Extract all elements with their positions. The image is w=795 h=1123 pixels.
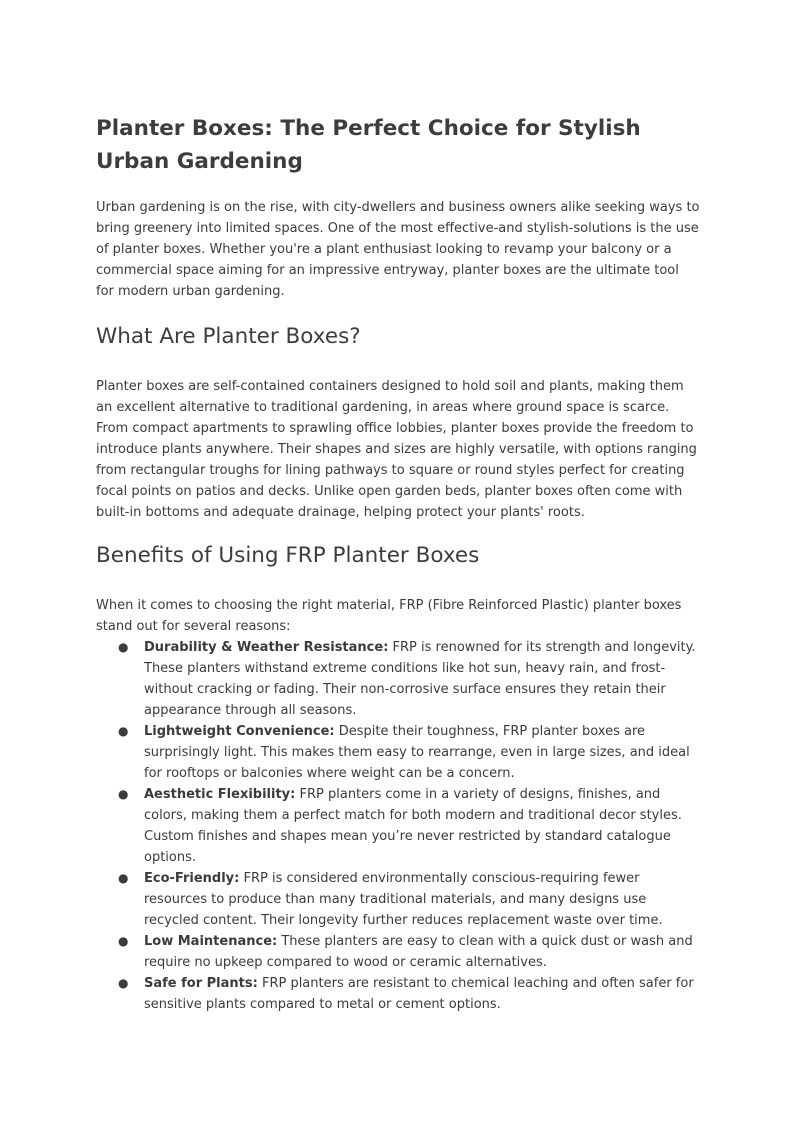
bullet-icon: ● [118,640,129,654]
list-item [96,637,700,721]
list-item [96,784,700,868]
benefits-lead-paragraph: When it comes to choosing the right material, FRP (Fibre Reinforced Plastic) planter boxes stand out for several reasons: [96,598,682,634]
benefits-list [96,637,700,1015]
list-item-text: FRP planters come in a variety of designs, finishes, and colors, making them a perfect match for both modern and traditional decor styles. Custom finishes and shapes mean you’re never restricted by standard catalogue options. [144,787,682,865]
intro-paragraph: Urban gardening is on the rise, with city-dwellers and business owners alike seeking ways to bring greenery into limited spaces. One of the most effective-and stylish-solutions is the use of planter boxes. Whether you're a plant enthusiast looking to revamp your balcony or a commercial space aiming for an impressive entryway, planter boxes are the ultimate tool for modern urban gardening. [96,200,700,299]
list-item-term: Durability & Weather Resistance: [144,640,389,655]
list-item-term: Lightweight Convenience: [144,724,335,739]
list-item-text: FRP planters are resistant to chemical leaching and often safer for sensitive plants compared to metal or cement options. [144,976,694,1012]
bullet-icon: ● [118,787,129,801]
bullet-icon: ● [118,724,129,738]
list-item-text: Despite their toughness, FRP planter boxes are surprisingly light. This makes them easy to rearrange, even in large sizes, and ideal for rooftops or balconies where weight can be a concern. [144,724,690,781]
list-item [96,721,700,784]
list-item-text: FRP is renowned for its strength and longevity. These planters withstand extreme conditions like hot sun, heavy rain, and frost-without cracking or fading. Their non-corrosive surface ensures they retain their appearance through all seasons. [144,640,696,718]
list-item [96,931,700,973]
list-item-term: Safe for Plants: [144,976,258,991]
section-what-paragraph: Planter boxes are self-contained containers designed to hold soil and plants, making them an excellent alternative to traditional gardening, in areas where ground space is scarce. From compact apartments to sprawling office lobbies, planter boxes provide the freedom to introduce plants anywhere. Their shapes and sizes are highly versatile, with options ranging from rectangular troughs for lining pathways to square or round styles perfect for creating focal points on patios and decks. Unlike open garden beds, planter boxes often come with built-in bottoms and adequate drainage, helping protect your plants' roots. [96,379,697,520]
list-item-term: Aesthetic Flexibility: [144,787,296,802]
bullet-icon: ● [118,976,129,990]
section-heading-benefits: Benefits of Using FRP Planter Boxes [96,543,480,568]
list-item-text: These planters are easy to clean with a quick dust or wash and require no upkeep compared to wood or ceramic alternatives. [144,934,693,970]
list-item [96,868,700,931]
list-item-text: FRP is considered environmentally conscious-requiring fewer resources to produce than many traditional materials, and many designs use recycled content. Their longevity further reduces replacement waste over time. [144,871,663,928]
list-item-term: Low Maintenance: [144,934,278,949]
page-title: Planter Boxes: The Perfect Choice for Stylish Urban Gardening [96,116,641,174]
bullet-icon: ● [118,871,129,885]
bullet-icon: ● [118,934,129,948]
section-heading-what: What Are Planter Boxes? [96,324,361,349]
list-item-term: Eco-Friendly: [144,871,240,886]
list-item [96,973,700,1015]
document-page [96,112,700,1015]
